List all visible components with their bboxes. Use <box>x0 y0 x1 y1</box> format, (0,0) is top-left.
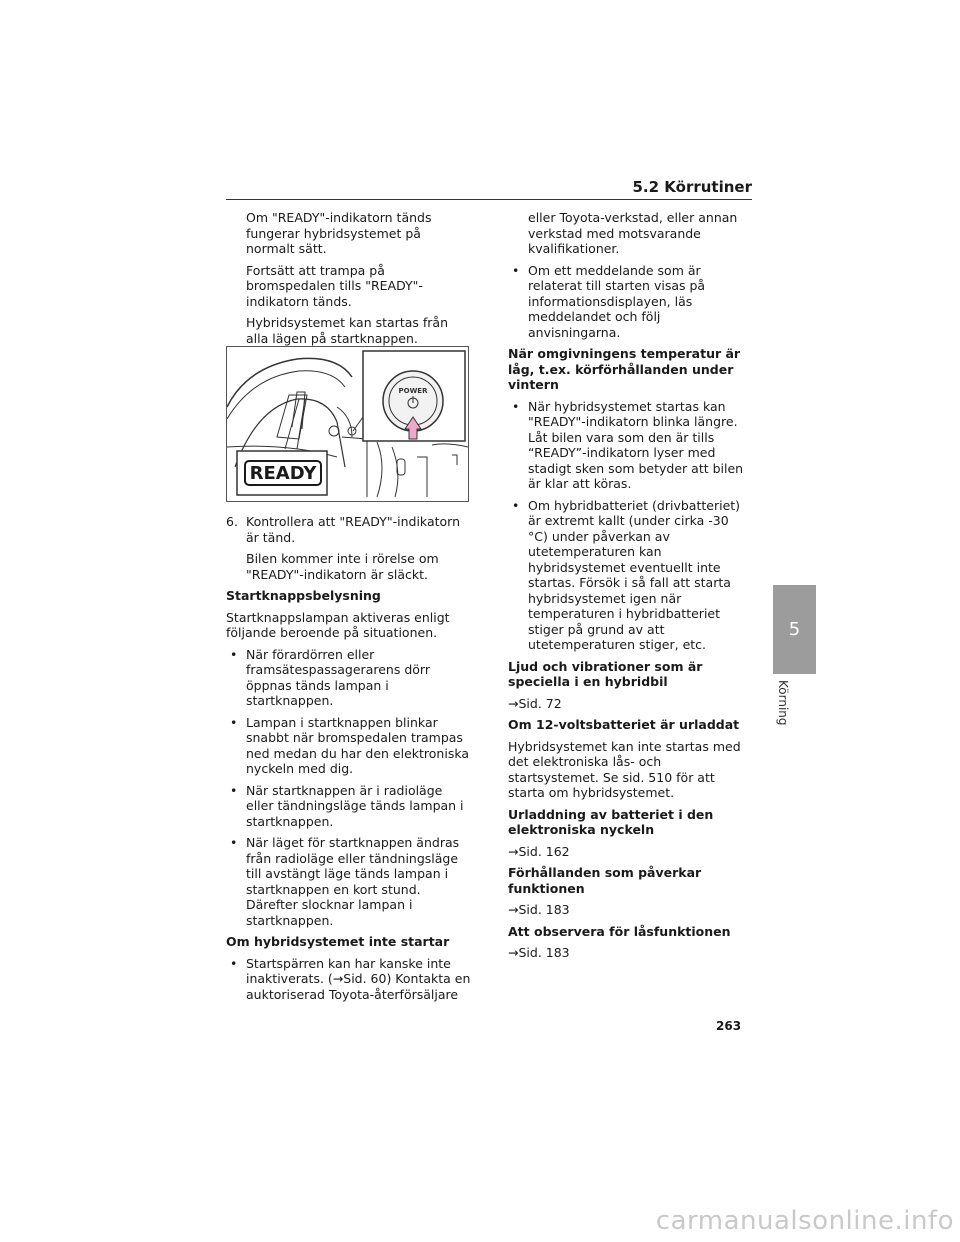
right-column <box>508 210 752 967</box>
lock-page-ref[interactable]: →Sid. 183 <box>508 945 570 960</box>
hybrid-heading: Om hybridsystemet inte startar <box>226 934 450 949</box>
conditions-page-ref[interactable]: →Sid. 183 <box>508 902 570 917</box>
intro-paragraph: Fortsätt att trampa på bromspedalen tills "READY"-indikatorn tänds. <box>246 262 423 309</box>
chapter-label: Körning <box>776 680 790 726</box>
lock-heading: Att observera för låsfunktionen <box>508 923 731 939</box>
section-title: 5.2 Körrutiner <box>632 178 752 196</box>
list-item: • Om hybridbatteriet (drivbatteriet) är extremt kallt (under cirka -30 °C) under påverkan av utetemperaturen kan hybridsystemet eventuellt inte startas. Försök i så fall att starta hybridsystemet igen när temperaturen i hybridbatteriet stiger på grund av att utetemperaturen stiger, etc. <box>508 498 752 653</box>
cold-heading: När omgivningens temperatur är låg, t.ex. körförhållanden under vintern <box>508 346 741 392</box>
battery12-heading: Om 12-voltsbatteriet är urladdat <box>508 717 740 732</box>
sound-heading: Ljud och vibrationer som är speciella i en hybridbil <box>508 658 703 689</box>
intro-paragraph: Om "READY"-indikatorn tänds fungerar hybridsystemet på normalt sätt. <box>246 210 432 256</box>
step-6 <box>226 514 472 545</box>
continuation-text: eller Toyota-verkstad, eller annan verkstad med motsvarande kvalifikationer. <box>528 210 738 256</box>
step-note: Bilen kommer inte i rörelse om "READY"-indikatorn är släckt. <box>246 551 439 582</box>
list-item: • När hybridsystemet startas kan "READY"-indikatorn blinka längre. Låt bilen vara som den är tills “READY”-indikatorn lyser med stadigt sken som betyder att bilen är klar att köras. <box>508 399 752 492</box>
key-heading: Urladdning av batteriet i den elektroniska nyckeln <box>508 806 714 837</box>
list-item: • Lampan i startknappen blinkar snabbt när bromspedalen trampas ned medan du har den elektroniska nyckeln med dig. <box>226 715 472 777</box>
page-number: 263 <box>716 1019 742 1033</box>
watermark: carmanualsonline.info <box>655 1206 954 1236</box>
ready-indicator-illustration <box>226 346 469 502</box>
chapter-tab[interactable]: 5 <box>773 585 816 674</box>
left-column-intro <box>226 210 472 352</box>
left-column-body <box>226 514 472 1008</box>
power-button-label: POWER <box>398 387 428 395</box>
battery12-text: Hybridsystemet kan inte startas med det elektroniska lås- och startsystemet. Se sid. 510 för att starta om hybridsystemet. <box>508 738 741 800</box>
ready-indicator-label: READY <box>249 463 317 484</box>
key-page-ref[interactable]: →Sid. 162 <box>508 843 570 859</box>
list-item: • När förardörren eller framsätespassagerarens dörr öppnas tänds lampan i startknappen. <box>226 647 472 709</box>
sound-page-ref[interactable]: →Sid. 72 <box>508 695 562 711</box>
header-divider <box>226 199 752 200</box>
intro-paragraph: Hybridsystemet kan startas från alla lägen på startknappen. <box>246 315 448 346</box>
list-item: • Om ett meddelande som är relaterat till starten visas på informationsdisplayen, läs meddelandet och följ anvisningarna. <box>508 263 752 341</box>
step-number: 6. <box>226 514 238 529</box>
step-text: Kontrollera att "READY"-indikatorn är tänd. <box>246 514 460 545</box>
startknapp-heading: Startknappsbelysning <box>226 588 381 603</box>
list-item: • Startspärren kan har kanske inte inaktiverats. (→Sid. 60) Kontakta en auktoriserad Toyota-återförsäljare <box>226 956 472 1003</box>
startknapp-intro: Startknappslampan aktiveras enligt följande beroende på situationen. <box>226 609 450 640</box>
list-item: • När läget för startknappen ändras från radioläge eller tändningsläge till avstängt läge tänds lampan i startknappen en kort stund. Därefter slocknar lampan i startknappen. <box>226 835 472 928</box>
list-item: • När startknappen är i radioläge eller tändningsläge tänds lampan i startknappen. <box>226 783 472 830</box>
conditions-heading: Förhållanden som påverkar funktionen <box>508 865 702 896</box>
